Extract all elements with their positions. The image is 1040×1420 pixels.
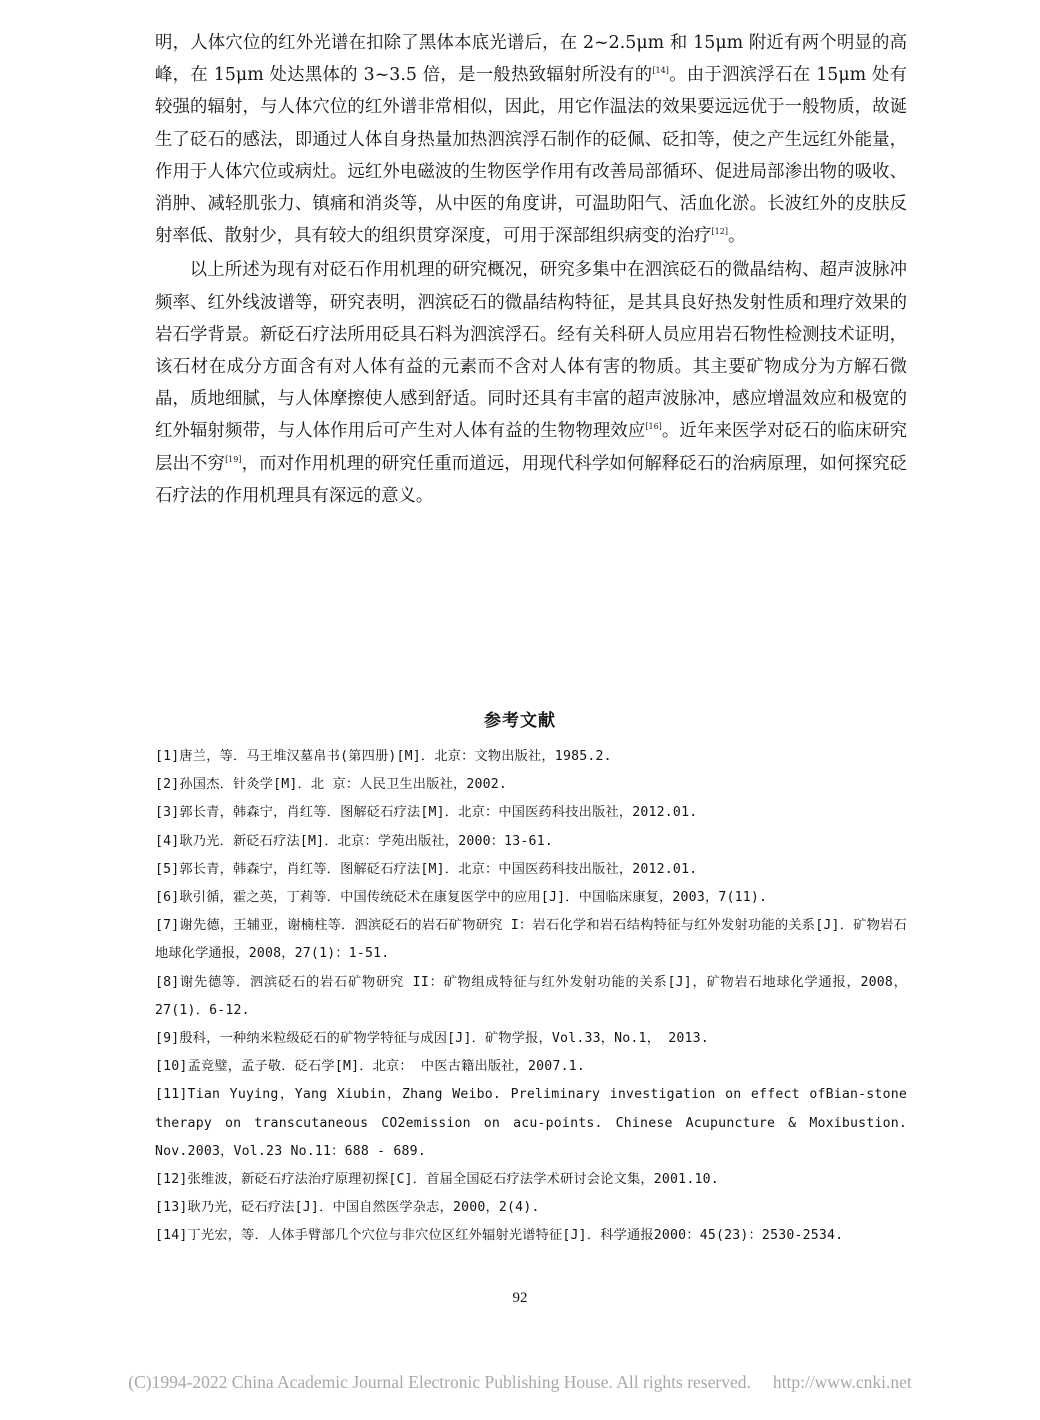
reference-list xyxy=(155,743,907,1251)
reference-item: [5]郭长青，韩森宁，肖红等．图解砭石疗法[M]．北京：中国医药科技出版社，2012.01. xyxy=(155,861,698,877)
reference-item: [11]Tian Yuying，Yang Xiubin，Zhang Weibo. Preliminary investigation on effect ofBian-stone therapy on transcutaneous CO2emission on acu-points. Chinese Acupuncture & Moxibustion. Nov.2003，Vol.23 No.11：688 - 689. xyxy=(155,1087,907,1159)
reference-item: [2]孙国杰．针灸学[M]．北 京：人民卫生出版社，2002. xyxy=(155,777,508,793)
references-heading: 参考文献 xyxy=(484,711,556,731)
citation: [12] xyxy=(711,227,728,237)
reference-item: [4]耿乃光．新砭石疗法[M]．北京：学苑出版社，2000：13-61. xyxy=(155,833,553,849)
reference-item: [3]郭长青，韩森宁，肖红等．图解砭石疗法[M]．北京：中国医药科技出版社，2012.01. xyxy=(155,805,698,821)
paragraph-text: 以上所述为现有对砭石作用机理的研究概况，研究多集中在泗滨砭石的微晶结构、超声波脉冲频率、红外线波谱等，研究表明，泗滨砭石的微晶结构特征，是其具良好热发射性质和理疗效果的岩石学背景。新砭石疗法所用砭具石料为泗滨浮石。经有关科研人员应用岩石物性检测技术证明，该石材在成分方面含有对人体有益的元素而不含对人体有害的物质。其主要矿物成分为方解石微晶，质地细腻，与人体摩擦使人感到舒适。同时还具有丰富的超声波脉冲，感应增温效应和极宽的红外辐射频带，与人体作用后可产生对人体有益的生物物理效应 xyxy=(155,260,907,442)
reference-item: [6]耿引循，霍之英，丁莉等．中国传统砭术在康复医学中的应用[J]．中国临床康复，2003，7(11). xyxy=(155,890,768,906)
reference-item: [10]孟竞璧，孟子敬．砭石学[M]．北京： 中医古籍出版社，2007.1. xyxy=(155,1059,586,1075)
citation: [16] xyxy=(645,422,662,432)
paragraph xyxy=(155,254,907,512)
footer-url: http://www.cnki.net xyxy=(772,1372,912,1392)
body-text xyxy=(155,27,907,512)
reference-item: [7]谢先德，王辅亚，谢楠柱等．泗滨砭石的岩石矿物研究 I：岩石化学和岩石结构特征与红外发射功能的关系[J]．矿物岩石地球化学通报，2008，27(1)：1-51. xyxy=(155,918,907,962)
page-number: 92 xyxy=(512,1290,528,1306)
paragraph-text: 。 xyxy=(727,226,746,247)
paragraph-text: ，而对作用机理的研究任重而道远，用现代科学如何解释砭石的治病原理，如何探究砭石疗法的作用机理具有深远的意义。 xyxy=(155,453,907,506)
reference-item: [13]耿乃光，砭石疗法[J]．中国自然医学杂志，2000，2(4). xyxy=(155,1200,540,1216)
reference-item: [1]唐兰，等．马王堆汉墓帛书(第四册)[M]．北京：文物出版社，1985.2. xyxy=(155,749,612,764)
paragraph-text: 明，人体穴位的红外光谱在扣除了黑体本底光谱后，在 2~2.5μm 和 15μm 附近有两个明显的高峰，在 15μm 处达黑体的 3~3.5 倍，是一般热致辐射所没有的 xyxy=(155,33,907,86)
copyright-footer xyxy=(0,1372,1040,1393)
copyright-text: (C)1994-2022 China Academic Journal Electronic Publishing House. All rights reserved. xyxy=(128,1372,751,1392)
reference-item: [14]丁光宏，等．人体手臂部几个穴位与非穴位区红外辐射光谱特征[J]．科学通报2000：45(23)：2530-2534. xyxy=(155,1228,844,1244)
paragraph-text: 。由于泗滨浮石在 15μm 处有较强的辐射，与人体穴位的红外谱非常相似，因此，用它作温法的效果要远远优于一般物质，故诞生了砭石的感法，即通过人体自身热量加热泗滨浮石制作的砭佩、砭扣等，使之产生远红外能量，作用于人体穴位或病灶。远红外电磁波的生物医学作用有改善局部循环、促进局部渗出物的吸收、消肿、减轻肌张力、镇痛和消炎等，从中医的角度讲，可温助阳气、活血化淤。长波红外的皮肤反射率低、散射少，具有较大的组织贯穿深度，可用于深部组织病变的治疗 xyxy=(155,65,907,247)
reference-item: [8]谢先德等．泗滨砭石的岩石矿物研究 II：矿物组成特征与红外发射功能的关系[J]，矿物岩石地球化学通报，2008，27(1)．6-12. xyxy=(155,974,907,1018)
citation: [14] xyxy=(652,66,669,76)
paragraph-text: 。近年来医学对砭石的临床研究层出不穷 xyxy=(155,421,907,474)
reference-item: [9]殷科，一种纳米粒级砭石的矿物学特征与成因[J]．矿物学报，Vol.33，No.1， 2013. xyxy=(155,1031,709,1047)
citation: [19] xyxy=(225,454,242,464)
reference-item: [12]张维波，新砭石疗法治疗原理初探[C]．首届全国砭石疗法学术研讨会论文集，2001.10. xyxy=(155,1172,719,1188)
paragraph xyxy=(155,27,907,252)
